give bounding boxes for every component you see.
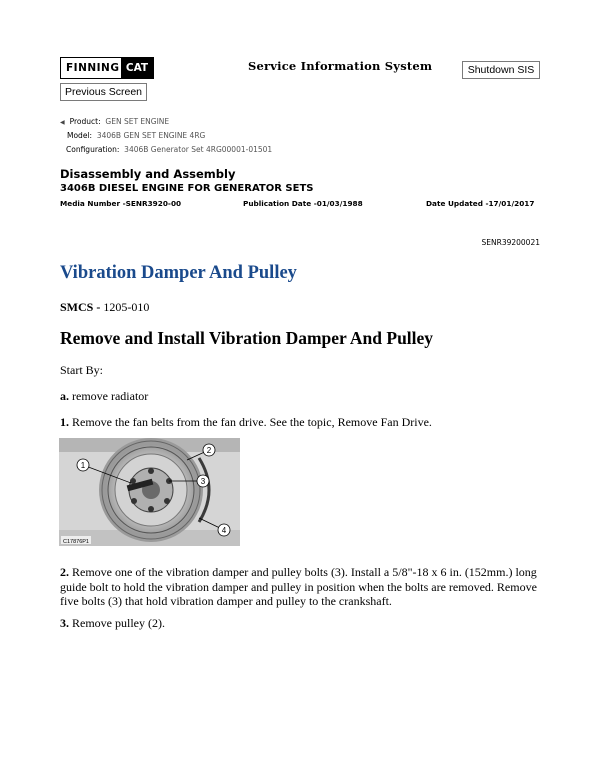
step-2 [60, 565, 545, 609]
config-value: 3406B Generator Set 4RG00001-01501 [124, 145, 273, 154]
step-a-text: remove radiator [72, 389, 149, 403]
product-label: Product: [69, 117, 101, 126]
date-updated: Date Updated -17/01/2017 [426, 199, 535, 208]
system-title: Service Information System [248, 59, 433, 73]
damper-pulley-illustration [59, 438, 240, 546]
model-value: 3406B GEN SET ENGINE 4RG [96, 131, 206, 140]
figure-image-id: C17876P1 [63, 539, 89, 545]
media-number: Media Number -SENR3920-00 [60, 199, 182, 208]
step-a-label: a. [60, 389, 69, 403]
step-3-label: 3. [60, 616, 69, 630]
damper-pulley-photo [59, 438, 240, 546]
smcs-code [60, 300, 149, 315]
section-heading: Disassembly and Assembly [60, 167, 236, 181]
smcs-value: 1205-010 [103, 300, 150, 314]
procedure-title: Remove and Install Vibration Damper And Pulley [60, 328, 434, 348]
meta-configuration [66, 145, 272, 154]
callout-2: 2 [206, 446, 212, 455]
logo-cat-text: CAT [121, 58, 153, 78]
product-value: GEN SET ENGINE [105, 117, 170, 126]
model-label: Model: [67, 131, 93, 140]
step-3 [60, 616, 165, 631]
step-1-label: 1. [60, 415, 69, 429]
step-1 [60, 415, 545, 430]
step-a [60, 389, 148, 404]
config-label: Configuration: [66, 145, 120, 154]
meta-product [60, 117, 169, 126]
smcs-label: SMCS - [60, 300, 101, 314]
document-id: SENR39200021 [481, 238, 540, 247]
callout-1: 1 [80, 461, 86, 470]
step-2-label: 2. [60, 565, 69, 579]
engine-heading: 3406B DIESEL ENGINE FOR GENERATOR SETS [60, 183, 314, 194]
collapse-triangle-icon[interactable]: ◀ [60, 119, 65, 126]
step-2-text: Remove one of the vibration damper and pulley bolts (3). Install a 5/8"-18 x 6 in. (152mm.) long guide bolt to hold the vibration damper and pulley in position when the bolts are removed. Remove five bolts (3) that hold vibration damper and pulley to the crankshaft. [60, 565, 537, 608]
page-title: Vibration Damper And Pulley [60, 263, 297, 283]
step-1-text: Remove the fan belts from the fan drive. See the topic, Remove Fan Drive. [72, 415, 432, 429]
step-3-text: Remove pulley (2). [72, 616, 165, 630]
previous-screen-button[interactable]: Previous Screen [60, 83, 147, 101]
logo-finning-text: FINNING [61, 58, 121, 78]
meta-model [67, 131, 205, 140]
shutdown-sis-button[interactable]: Shutdown SIS [462, 61, 540, 79]
callout-4: 4 [221, 526, 227, 535]
start-by-label: Start By: [60, 363, 104, 377]
callout-3: 3 [200, 477, 206, 486]
publication-date: Publication Date -01/03/1988 [243, 199, 363, 208]
finning-cat-logo [60, 57, 154, 79]
